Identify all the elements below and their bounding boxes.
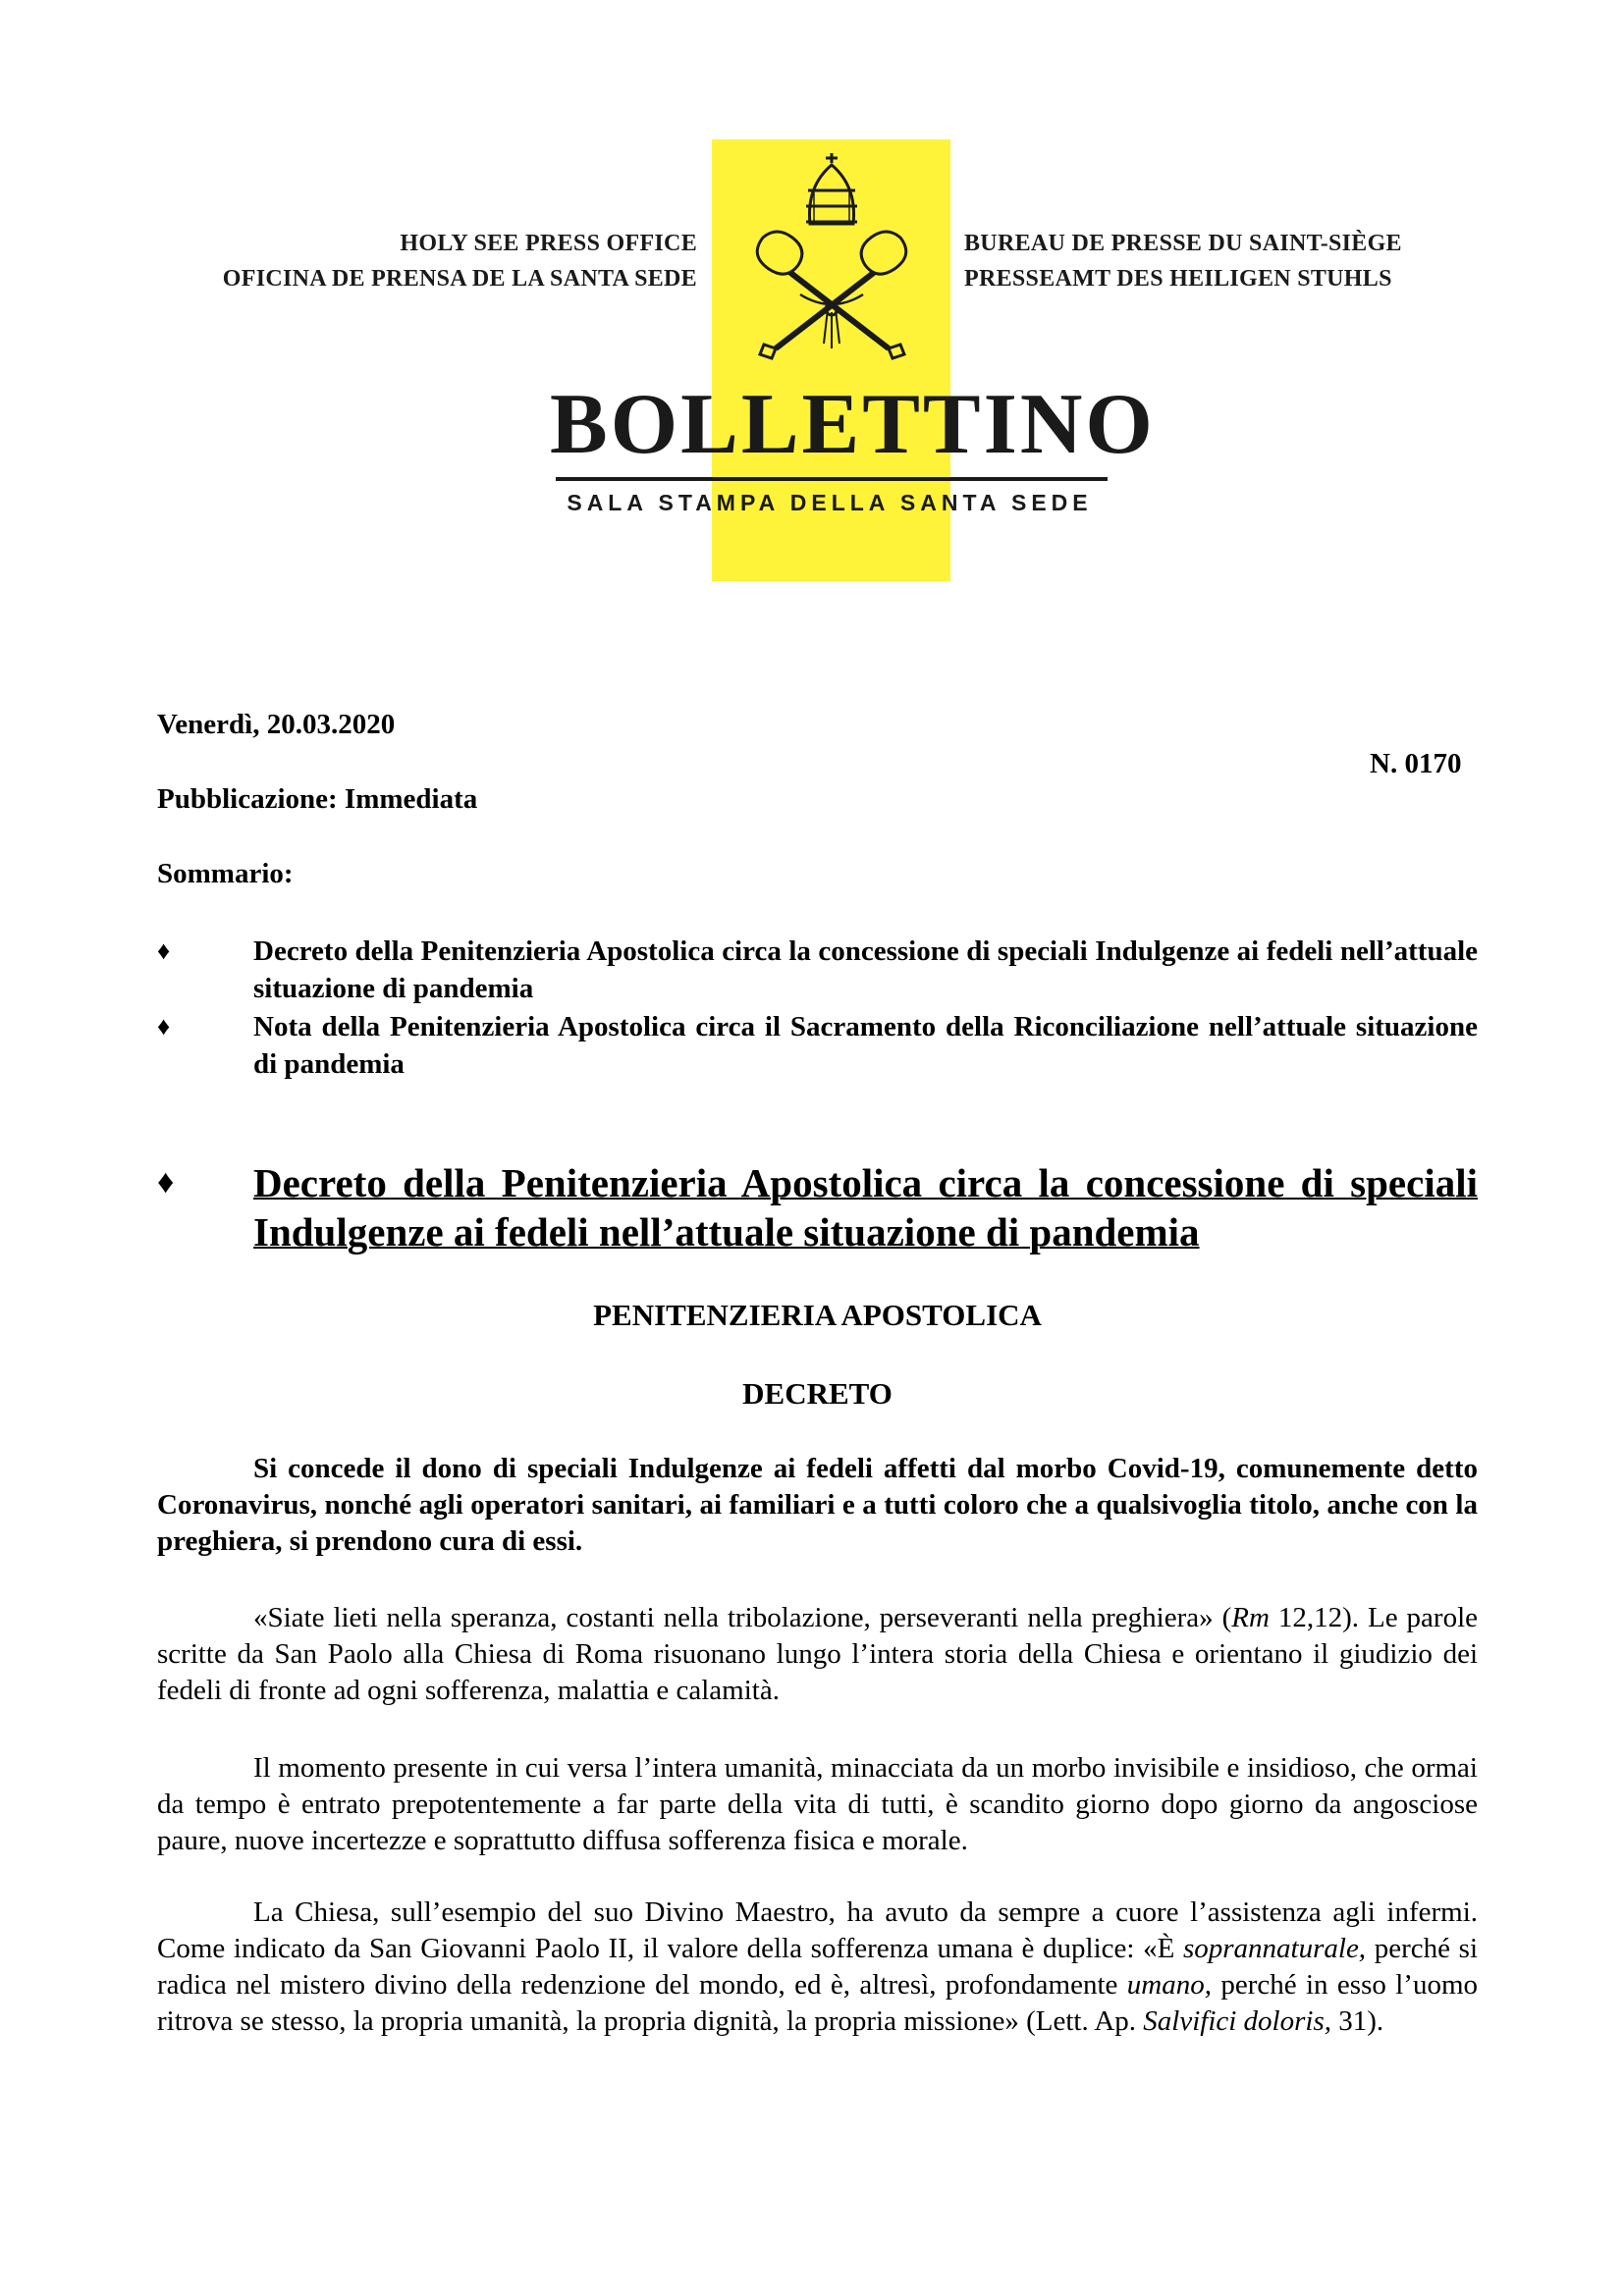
section-heading-text: Decreto della Penitenzieria Apostolica circa la concessione di speciali Indulgenze ai fedeli nell’attuale situazione di pandemia [253,1160,1478,1255]
diamond-bullet-icon: ♦ [157,936,171,965]
paragraph-3-text-d: 31). [1331,2005,1384,2037]
paragraph-1-text-b: 12,12). Le parole scritte da San Paolo alla Chiesa di Roma risuonano lungo l’intera storia della Chiesa e orientano il giudizio dei fedeli di fronte ad ogni sofferenza, malattia e calamità. [157,1602,1479,1706]
decree-intro: Si concede il dono di speciali Indulgenze ai fedeli affetti dal morbo Covid-19, comunemente detto Coronavirus, nonché agli operatori sanitari, ai familiari e a tutti coloro che a qualsivoglia titolo, anche con la preghiera, si prendono cura di essi. [157,1453,1478,1557]
paragraph-3-italic-2: umano, [1126,1969,1212,2001]
summary-item[interactable] [157,1008,1478,1083]
bollettino-subtitle: SALA STAMPA DELLA SANTA SEDE [567,490,1093,515]
bulletin-date: Venerdì, 20.03.2020 [157,709,396,740]
bollettino-title: BOLLETTINO [550,377,1156,472]
press-office-es: OFICINA DE PRENSA DE LA SANTA SEDE [222,266,697,292]
paragraph-1 [157,1600,1478,1709]
summary-item[interactable] [157,933,1478,1007]
bulletin-number: N. 0170 [1370,748,1462,779]
decree-label: DECRETO [742,1376,893,1411]
paragraph-3-italic-3: Salvifici doloris, [1143,2005,1331,2037]
diamond-bullet-icon: ♦ [157,1164,175,1201]
paragraph-3-text-a: La Chiesa, sull’esempio del suo Divino Maestro, ha avuto da sempre a cuore l’assistenza agli infermi. Come indicato da San Giovanni Paolo II, il valore della sofferenza umana è duplice: «È [157,1896,1478,1964]
press-office-de: PRESSEAMT DES HEILIGEN STUHLS [964,266,1392,292]
bible-reference: Rm [1231,1602,1270,1633]
paragraph-2: Il momento presente in cui versa l’intera umanità, minacciata da un morbo invisibile e insidioso, che ormai da tempo è entrato prepotentemente a far parte della vita di tutti, è scandito giorno dopo giorno da angosciose paure, nuove incertezze e soprattutto diffusa sofferenza fisica e morale. [157,1752,1478,1856]
summary-label: Sommario: [157,858,294,889]
press-office-right [964,226,1514,296]
diamond-bullet-icon: ♦ [157,1012,171,1041]
decree-organization: PENITENZIERIA APOSTOLICA [593,1298,1042,1332]
paragraph-3-text-b: perché si radica nel mistero divino della redenzione del mondo, ed è, altresì, profondamente [157,1933,1478,2001]
press-office-left [177,226,697,296]
paragraph-3 [157,1895,1478,2040]
paragraph-3-italic-1: soprannaturale, [1182,1933,1367,1964]
summary-item-text: Decreto della Penitenzieria Apostolica circa la concessione di speciali Indulgenze ai fedeli nell’attuale situazione di pandemia [253,935,1478,1004]
summary-item-text: Nota della Penitenzieria Apostolica circa il Sacramento della Riconciliazione nell’attuale situazione di pandemia [253,1011,1478,1080]
paragraph-1-text-a: «Siate lieti nella speranza, costanti nella tribolazione, perseveranti nella preghiera» ( [253,1602,1232,1633]
masthead [0,0,1624,589]
press-office-en: HOLY SEE PRESS OFFICE [400,231,697,256]
papal-keys-tiara-emblem-icon [741,147,923,368]
publication-status: Pubblicazione: Immediata [157,783,478,815]
section-heading [157,1158,1478,1256]
paragraph-3-text-c: perché in esso l’uomo ritrova se stesso, la propria umanità, la propria dignità, la propria missione» (Lett. Ap. [157,1969,1479,2037]
press-office-fr: BUREAU DE PRESSE DU SAINT-SIÈGE [964,231,1402,256]
title-divider [556,477,1108,481]
summary-list [157,933,1478,1084]
